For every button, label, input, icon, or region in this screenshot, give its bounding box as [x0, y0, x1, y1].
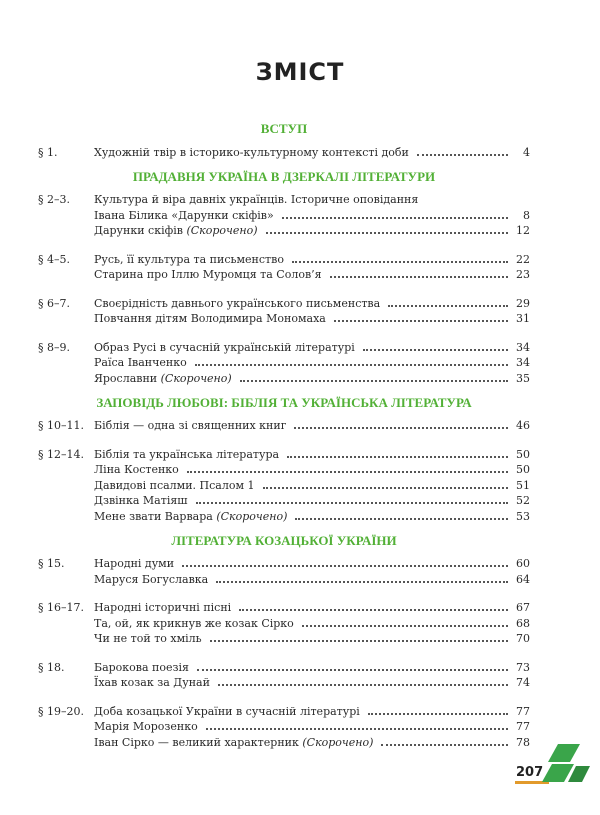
entry-page-number: 77	[516, 704, 530, 718]
toc-entry[interactable]	[38, 223, 530, 239]
entry-page-number: 31	[516, 312, 530, 325]
entry-page-number: 29	[516, 296, 530, 310]
toc-entry[interactable]	[38, 311, 530, 327]
toc-group	[38, 339, 530, 386]
entry-title	[94, 208, 274, 223]
dot-leader	[330, 276, 508, 278]
toc-entry[interactable]	[38, 508, 530, 524]
entry-text: Народні історичні пісні	[94, 601, 232, 614]
entry-text: Образ Русі в сучасній українській літературі	[94, 340, 355, 354]
entry-title	[94, 556, 174, 571]
entry-title	[94, 478, 255, 493]
entry-text: Іван Сірко — великий характерник	[94, 735, 299, 749]
toc-entry[interactable]	[38, 207, 530, 223]
entry-title	[94, 267, 322, 282]
entry-page-number: 35	[516, 371, 530, 385]
entry-note: (Скорочено)	[216, 509, 288, 523]
entry-text: Біблія та українська література	[94, 447, 280, 461]
toc-entry[interactable]	[38, 615, 530, 631]
dot-leader	[218, 684, 508, 686]
toc-entry[interactable]	[38, 446, 530, 462]
paragraph-number: § 1.	[38, 145, 58, 159]
dot-leader	[388, 305, 508, 307]
entry-page-number: 67	[516, 601, 530, 614]
entry-text: Маруся Богуславка	[94, 572, 209, 586]
entry-page-number: 34	[516, 340, 530, 354]
dot-leader	[196, 502, 508, 504]
dot-leader	[197, 669, 508, 671]
entry-page-number: 46	[516, 419, 530, 432]
entry-page-number: 78	[516, 735, 530, 749]
section-heading: ЗАПОВІДЬ ЛЮБОВІ: БІБЛІЯ ТА УКРАЇНСЬКА ЛІТЕРАТУРА	[96, 394, 472, 410]
entry-title	[94, 631, 202, 646]
entry-page-number: 64	[516, 572, 530, 586]
entry-text: Художній твір в історико-культурному контексті доби	[94, 145, 409, 159]
toc-entry[interactable]	[38, 370, 530, 386]
dot-leader	[368, 713, 508, 715]
toc-group	[38, 703, 530, 750]
toc-entry[interactable]	[38, 719, 530, 735]
dot-leader	[334, 320, 508, 322]
dot-leader	[263, 487, 508, 489]
entry-text: Їхав козак за Дунай	[94, 676, 210, 689]
dot-leader	[381, 744, 508, 746]
entry-title	[94, 660, 189, 675]
entry-page-number: 53	[516, 509, 530, 523]
toc-entry[interactable]	[38, 631, 530, 647]
entry-title	[94, 719, 198, 734]
toc-entry[interactable]	[38, 339, 530, 355]
toc-entry[interactable]	[38, 418, 530, 434]
toc-group	[38, 659, 530, 690]
dot-leader	[216, 581, 508, 583]
dot-leader	[287, 456, 508, 458]
dot-leader	[206, 728, 508, 730]
entry-text: Та, ой, як крикнув же козак Сірко	[94, 616, 294, 630]
publisher-logo-icon	[540, 744, 592, 788]
entry-text: Івана Білика «Дарунки скіфів»	[94, 208, 274, 222]
entry-text: Мене звати Варвара	[94, 509, 213, 523]
dot-leader	[195, 364, 508, 366]
entry-title	[94, 704, 360, 719]
paragraph-number: § 2–3.	[38, 193, 70, 206]
entry-title	[94, 447, 279, 462]
toc-group	[38, 556, 530, 587]
entry-page-number: 52	[516, 494, 530, 507]
entry-page-number: 8	[523, 208, 530, 222]
toc-entry[interactable]	[38, 144, 530, 160]
dot-leader	[182, 565, 508, 567]
entry-title	[94, 340, 355, 355]
toc-entry[interactable]	[38, 355, 530, 371]
toc-entry[interactable]	[38, 571, 530, 587]
paragraph-number: § 15.	[38, 557, 65, 570]
entry-title	[94, 371, 232, 386]
dot-leader	[282, 217, 508, 219]
toc-entry[interactable]	[38, 462, 530, 478]
entry-title	[94, 145, 409, 160]
dot-leader	[187, 471, 508, 473]
entry-text: Культура й віра давніх українців. Історичне оповідання	[94, 193, 419, 206]
entry-text: Чи не той то хміль	[94, 632, 202, 645]
paragraph-number: § 8–9.	[38, 340, 70, 354]
entry-page-number: 23	[516, 268, 530, 281]
paragraph-number: § 19–20.	[38, 704, 84, 718]
dot-leader	[294, 427, 508, 429]
entry-text: Русь, її культура та письменство	[94, 252, 284, 266]
entry-title	[94, 493, 188, 508]
paragraph-number: § 16–17.	[38, 601, 84, 614]
entry-note: (Скорочено)	[160, 371, 232, 385]
entry-text: Доба козацької України в сучасній літературі	[94, 704, 360, 718]
entry-title	[94, 600, 231, 615]
entry-page-number: 50	[516, 447, 530, 461]
toc-entry[interactable]	[38, 600, 530, 616]
entry-text: Повчання дітям Володимира Мономаха	[94, 312, 326, 325]
entry-title	[94, 418, 286, 433]
entry-title	[94, 616, 294, 631]
dot-leader	[240, 380, 508, 382]
toc-entry[interactable]	[38, 192, 530, 208]
section-heading: ПРАДАВНЯ УКРАЇНА В ДЗЕРКАЛІ ЛІТЕРАТУРИ	[132, 168, 436, 184]
entry-title	[94, 192, 418, 207]
entry-page-number: 68	[516, 616, 530, 630]
dot-leader	[210, 640, 508, 642]
toc-group	[38, 192, 530, 239]
entry-text: Марія Морозенко	[94, 720, 198, 733]
entry-text: Своєрідність давнього українського письменства	[94, 296, 381, 310]
toc-entry[interactable]	[38, 556, 530, 572]
entry-text: Біблія — одна зі священних книг	[94, 419, 287, 432]
paragraph-number: § 6–7.	[38, 296, 70, 310]
entry-page-number: 34	[516, 356, 530, 369]
toc-entry[interactable]	[38, 675, 530, 691]
entry-page-number: 73	[516, 660, 530, 674]
entry-text: Раїса Іванченко	[94, 356, 187, 369]
entry-page-number: 12	[516, 224, 530, 237]
dot-leader	[292, 261, 508, 263]
toc-group	[38, 144, 530, 160]
toc-entry[interactable]	[38, 659, 530, 675]
dot-leader	[295, 518, 508, 520]
entry-note: (Скорочено)	[302, 735, 374, 749]
entry-text: Дарунки скіфів	[94, 224, 183, 237]
entry-title	[94, 675, 210, 690]
toc-entry[interactable]	[38, 267, 530, 283]
paragraph-number: § 4–5.	[38, 252, 70, 266]
entry-page-number: 4	[523, 145, 530, 159]
page-number: 207	[516, 765, 544, 780]
entry-page-number: 74	[516, 676, 530, 689]
toc-entry[interactable]	[38, 734, 530, 750]
entry-page-number: 70	[516, 632, 530, 645]
entry-title	[94, 509, 287, 524]
paragraph-number: § 12–14.	[38, 447, 84, 461]
toc-entry[interactable]	[38, 295, 530, 311]
entry-text: Ліна Костенко	[94, 463, 179, 476]
entry-title	[94, 462, 179, 477]
dot-leader	[239, 609, 508, 611]
paragraph-number: § 18.	[38, 660, 65, 674]
entry-title	[94, 223, 258, 238]
toc-entry[interactable]	[38, 251, 530, 267]
entry-title	[94, 355, 187, 370]
section-heading: ЛІТЕРАТУРА КОЗАЦЬКОЇ УКРАЇНИ	[171, 532, 397, 548]
entry-title	[94, 311, 326, 326]
table-of-contents	[38, 116, 530, 750]
toc-entry[interactable]	[38, 703, 530, 719]
entry-title	[94, 735, 373, 750]
entry-page-number: 50	[516, 463, 530, 476]
page-title: ЗМІСТ	[255, 58, 345, 86]
dot-leader	[417, 154, 508, 156]
entry-text: Барокова поезія	[94, 660, 189, 674]
entry-text: Дзвінка Матіяш	[94, 494, 188, 507]
entry-text: Давидові псалми. Псалом 1	[94, 478, 255, 492]
paragraph-number: § 10–11.	[38, 419, 84, 432]
entry-page-number: 22	[516, 252, 530, 266]
entry-title	[94, 296, 380, 311]
entry-note: (Скорочено)	[186, 224, 258, 237]
entry-text: Старина про Іллю Муромця та Солов’я	[94, 268, 322, 281]
toc-entry[interactable]	[38, 477, 530, 493]
entry-page-number: 60	[516, 557, 530, 570]
toc-group	[38, 600, 530, 647]
entry-page-number: 77	[516, 720, 530, 733]
toc-group	[38, 418, 530, 434]
entry-title	[94, 572, 208, 587]
toc-entry[interactable]	[38, 493, 530, 509]
dot-leader	[363, 349, 508, 351]
dot-leader	[302, 625, 508, 627]
toc-group	[38, 251, 530, 282]
entry-title	[94, 252, 284, 267]
toc-group	[38, 295, 530, 326]
entry-text: Народні думи	[94, 557, 175, 570]
dot-leader	[266, 232, 508, 234]
entry-text: Ярославни	[94, 371, 158, 385]
entry-page-number: 51	[516, 478, 530, 492]
toc-group	[38, 446, 530, 524]
section-heading: ВСТУП	[260, 121, 308, 136]
